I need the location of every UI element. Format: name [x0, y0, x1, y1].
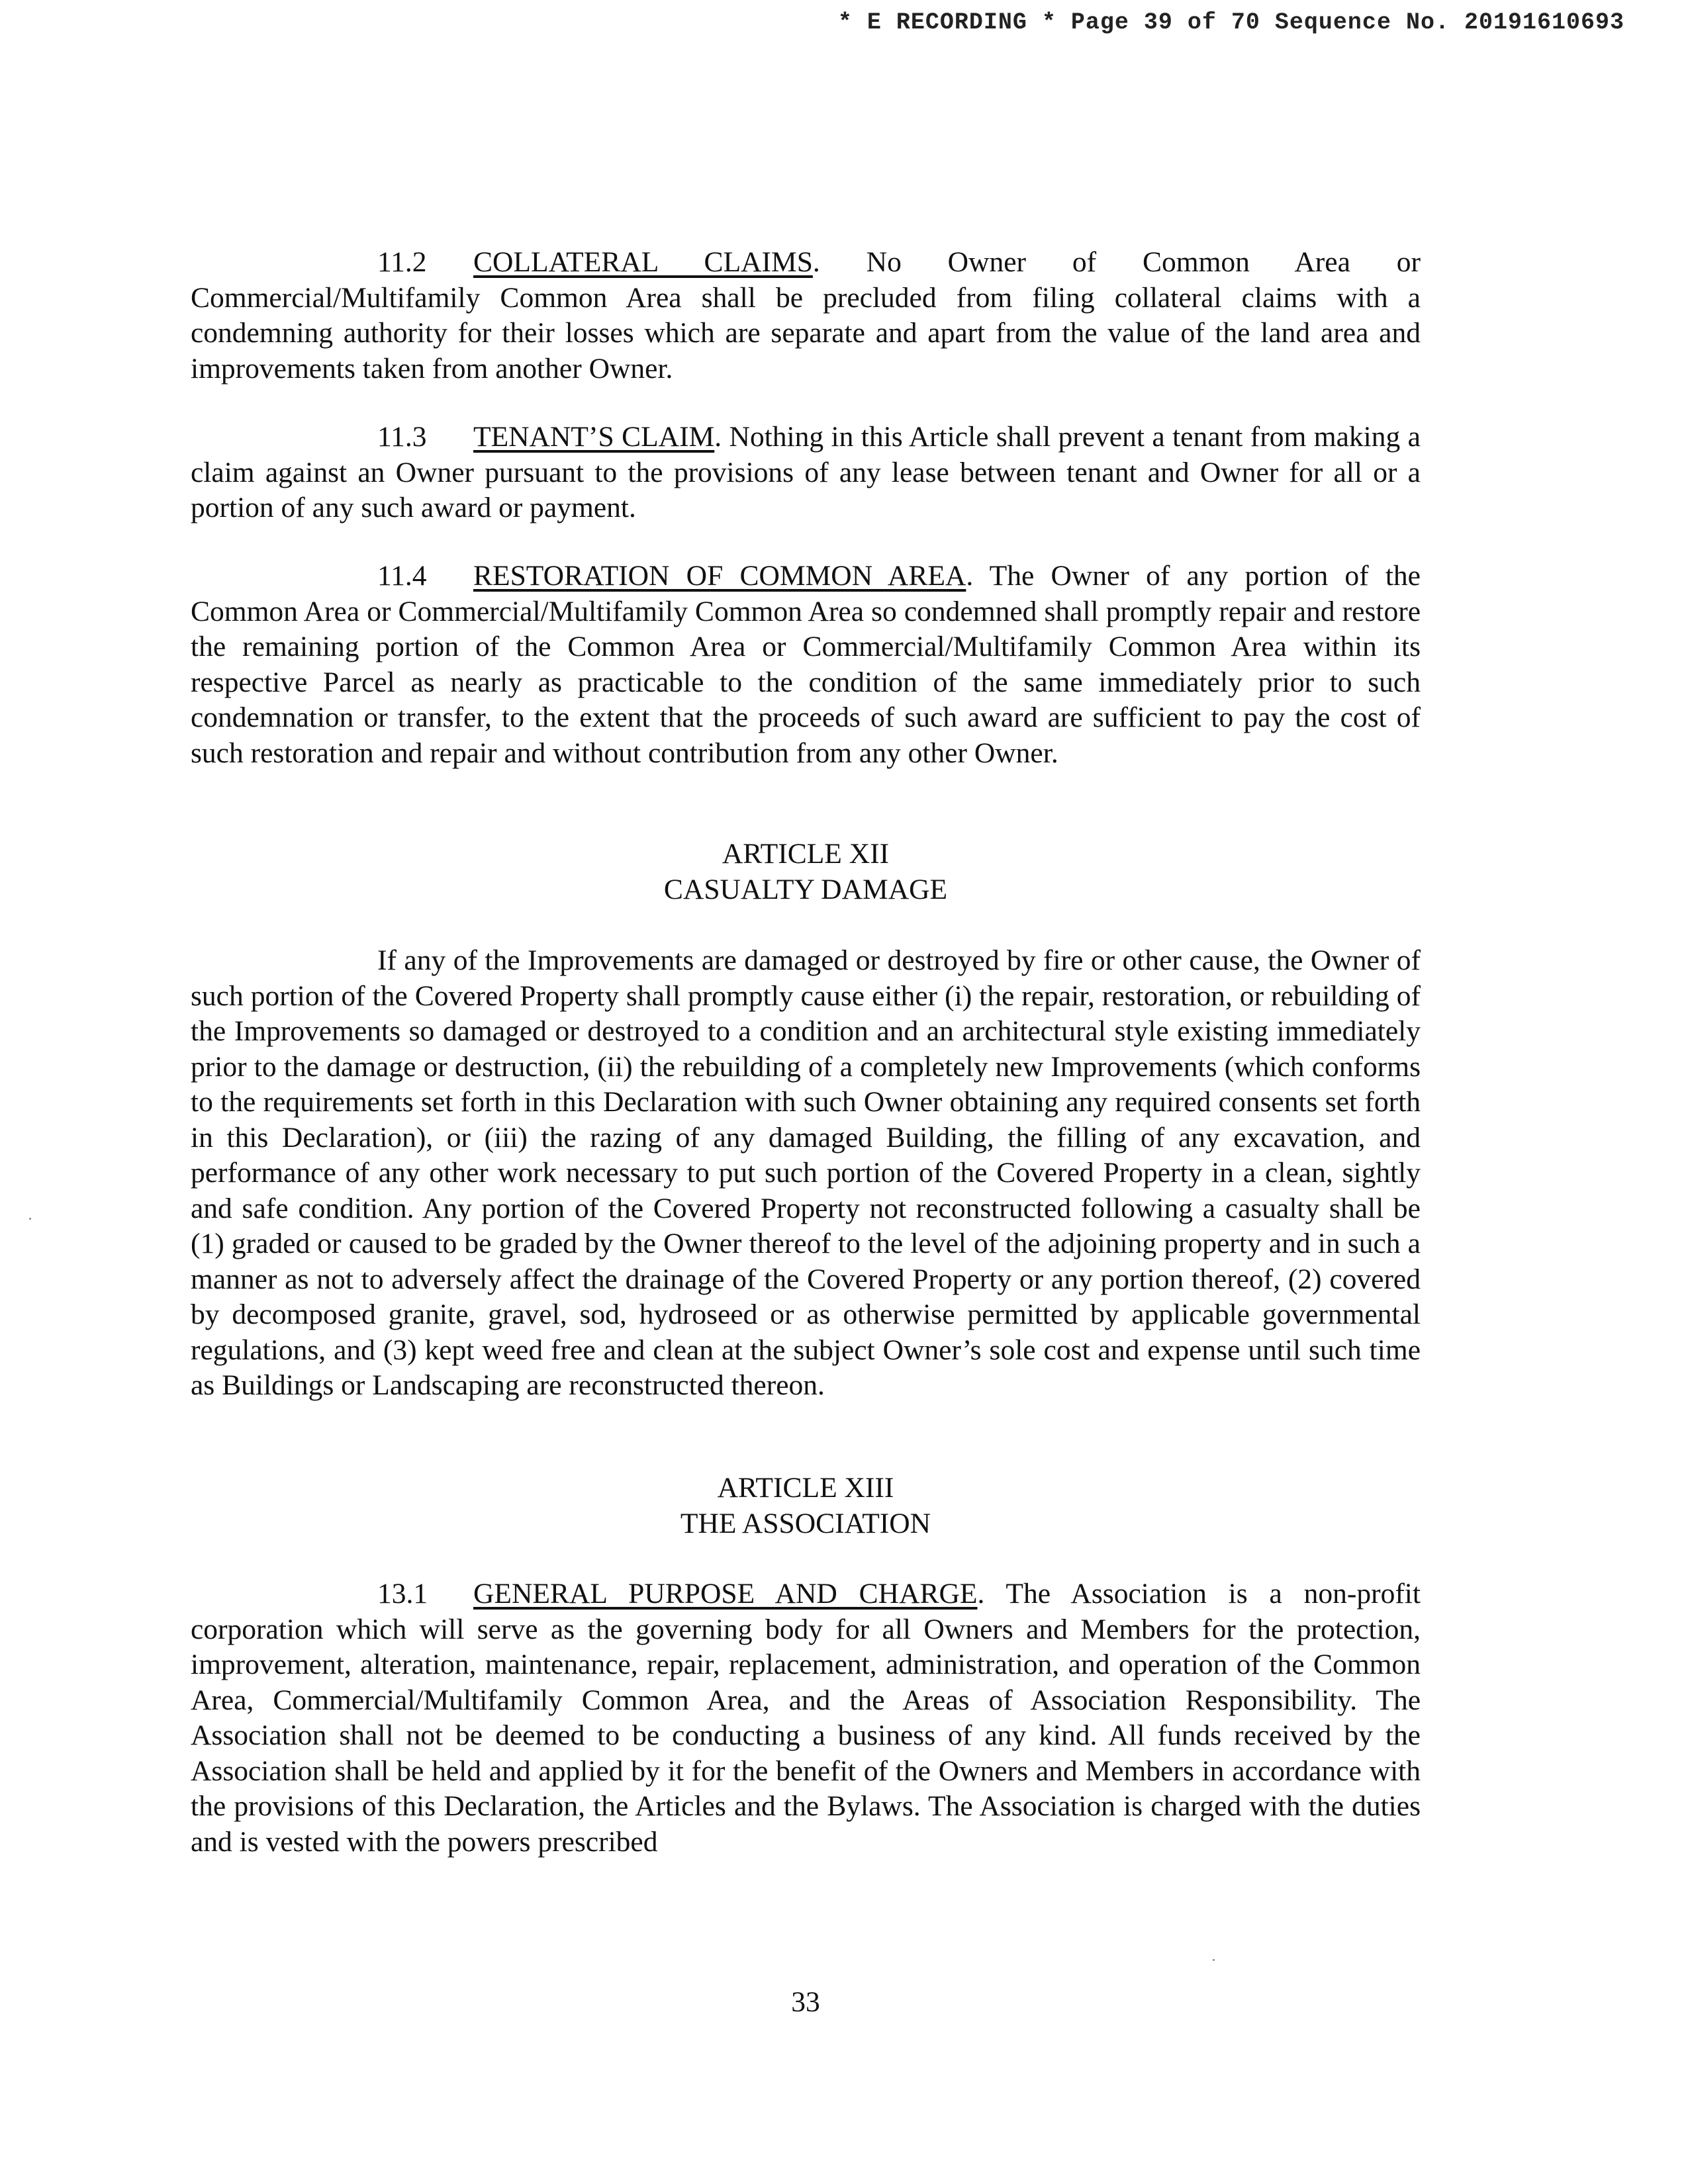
section-title: GENERAL PURPOSE AND CHARGE — [473, 1578, 978, 1610]
section-number: 11.2 — [377, 246, 427, 278]
article-xii-heading — [191, 837, 1421, 907]
page-number: 33 — [791, 1986, 820, 2018]
casualty-damage-paragraph: If any of the Improvements are damaged or destroyed by fire or other cause, the Owner of such portion of the Covered Property shall promptly cause either (i) the repair, restoration, or rebuilding of the Improvements so damaged or destroyed to a condition and an architectural style existing immediately prior to the damage or destruction, (ii) the rebuilding of a completely new Improvements (which conforms to the requirements set forth in this Declaration with such Owner obtaining any required consents set forth in this Declaration), or (iii) the razing of any damaged Building, the filling of any excavation, and performance of any other work necessary to put such portion of the Covered Property in a clean, sightly and safe condition. Any portion of the Covered Property not reconstructed following a casualty shall be (1) graded or caused to be graded by the Owner thereof to the level of the adjoining property and in such a manner as not to adversely affect the drainage of the Covered Property or any portion thereof, (2) covered by decomposed granite, gravel, sod, hydroseed or as otherwise permitted by applicable governmental regulations, and (3) kept weed free and clean at the subject Owner’s sole cost and expense until such time as Buildings or Landscaping are reconstructed thereon. — [191, 944, 1421, 1401]
section-number: 11.4 — [377, 560, 427, 592]
article-title: CASUALTY DAMAGE — [663, 873, 948, 905]
section-text: . The Owner of any portion of the Common Area or Commercial/Multifamily Common Area so condemned shall promptly repair and restore the remaining portion of the Common Area or Commercial/Multifamily Common Area within its respective Parcel as nearly as practicable to the condition of the same immediately prior to such condemnation or transfer, to the extent that the proceeds of such award are sufficient to pay the cost of such restoration and repair and without contribution from any other Owner. — [191, 560, 1421, 769]
section-11-4 — [191, 559, 1421, 771]
section-paragraph — [191, 420, 1421, 526]
section-number: 11.3 — [377, 421, 427, 453]
section-paragraph — [191, 1576, 1421, 1860]
article-title: THE ASSOCIATION — [680, 1507, 931, 1539]
section-13-1 — [191, 1576, 1421, 1860]
section-title: COLLATERAL CLAIMS — [473, 246, 813, 278]
scan-speck — [29, 1218, 31, 1220]
section-text: . Nothing in this Article shall prevent a tenant from making a claim against an Owner pursuant to the provisions of any lease between tenant and Owner for all or a portion of any such award or payment. — [191, 421, 1421, 523]
section-title: RESTORATION OF COMMON AREA — [473, 560, 966, 592]
section-text: . No Owner of Common Area or Commercial/Multifamily Common Area shall be precluded from filing collateral claims with a condemning authority for their losses which are separate and apart from the value of the land area and improvements taken from another Owner. — [191, 246, 1421, 385]
article-label: ARTICLE XII — [722, 838, 890, 870]
section-number: 13.1 — [377, 1578, 428, 1610]
section-title: TENANT’S CLAIM — [473, 421, 715, 453]
scan-speck — [1213, 1959, 1215, 1961]
recording-header: * E RECORDING * Page 39 of 70 Sequence No. 20191610693 — [837, 9, 1624, 36]
section-paragraph — [191, 559, 1421, 771]
section-text: . The Association is a non-profit corporation which will serve as the governing body for all Owners and Members for the protection, improvement, alteration, maintenance, repair, replacement, administration, and operation of the Common Area, Commercial/Multifamily Common Area, and the Areas of Association Responsibility. The Association shall not be deemed to be conducting a business of any kind. All funds received by the Association shall be held and applied by it for the benefit of the Owners and Members in accordance with the provisions of this Declaration, the Articles and the Bylaws. The Association is charged with the duties and is vested with the powers prescribed — [191, 1578, 1421, 1858]
section-11-3 — [191, 420, 1421, 526]
section-11-2 — [191, 245, 1421, 387]
section-paragraph — [191, 245, 1421, 387]
article-xiii-heading — [191, 1471, 1421, 1541]
article-label: ARTICLE XIII — [717, 1472, 894, 1504]
article-xii-body — [191, 943, 1421, 1404]
